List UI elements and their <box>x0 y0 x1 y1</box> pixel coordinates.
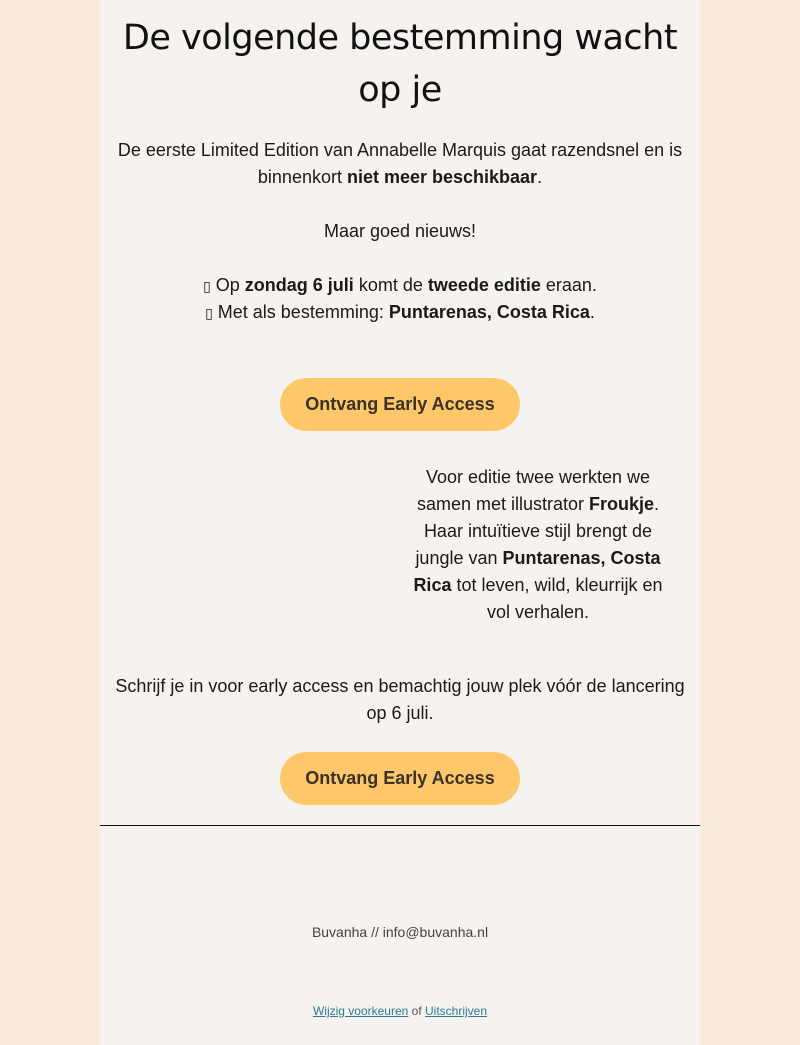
text: Op <box>210 275 245 295</box>
edition-bold: tweede editie <box>427 275 541 295</box>
signup-text: Schrijf je in voor early access en bemachtig jouw plek vóór de lancering op 6 juli. <box>115 676 685 723</box>
email-content <box>100 0 700 1045</box>
footer-links <box>100 1004 700 1018</box>
page-title: De volgende bestemming wacht op je <box>122 18 678 110</box>
announcement-line-1 <box>100 272 700 301</box>
text: Voor editie twee werkten we samen met illustrator <box>416 467 651 514</box>
text: . <box>589 302 595 322</box>
unsubscribe-link[interactable]: Uitschrijven <box>425 1004 488 1018</box>
illustrator-name: Froukje <box>589 494 655 514</box>
early-access-button-2[interactable]: Ontvang Early Access <box>280 752 520 805</box>
intro-paragraph <box>100 137 700 191</box>
date-bold: zondag 6 juli <box>244 275 354 295</box>
footer-contact: Buvanha // info@buvanha.nl <box>311 924 489 940</box>
text: komt de <box>353 275 428 295</box>
illustrator-paragraph <box>405 464 671 626</box>
intro-period: . <box>537 167 543 187</box>
intro-text: De eerste Limited Edition van Annabelle Marquis gaat razendsnel en is binnenkort <box>117 140 683 187</box>
destination-bold: Puntarenas, Costa Rica <box>413 548 661 595</box>
text: . Haar intuïtieve stijl brengt de jungle van <box>415 494 660 568</box>
divider <box>100 825 700 826</box>
text: Met als bestemming: <box>212 302 389 322</box>
early-access-button[interactable]: Ontvang Early Access <box>280 378 520 431</box>
announcement-line-2 <box>100 299 700 328</box>
preferences-link[interactable]: Wijzig voorkeuren <box>312 1004 409 1018</box>
emoji-icon: ▯ <box>205 306 213 322</box>
destination-bold: Puntarenas, Costa Rica <box>388 302 590 322</box>
text: eraan. <box>540 275 597 295</box>
emoji-icon: ▯ <box>203 279 211 295</box>
intro-bold: niet meer beschikbaar <box>346 167 538 187</box>
separator: of <box>408 1004 426 1018</box>
text: tot leven, wild, kleurrijk en vol verhalen. <box>451 575 663 622</box>
good-news-text: Maar goed nieuws! <box>323 221 477 241</box>
